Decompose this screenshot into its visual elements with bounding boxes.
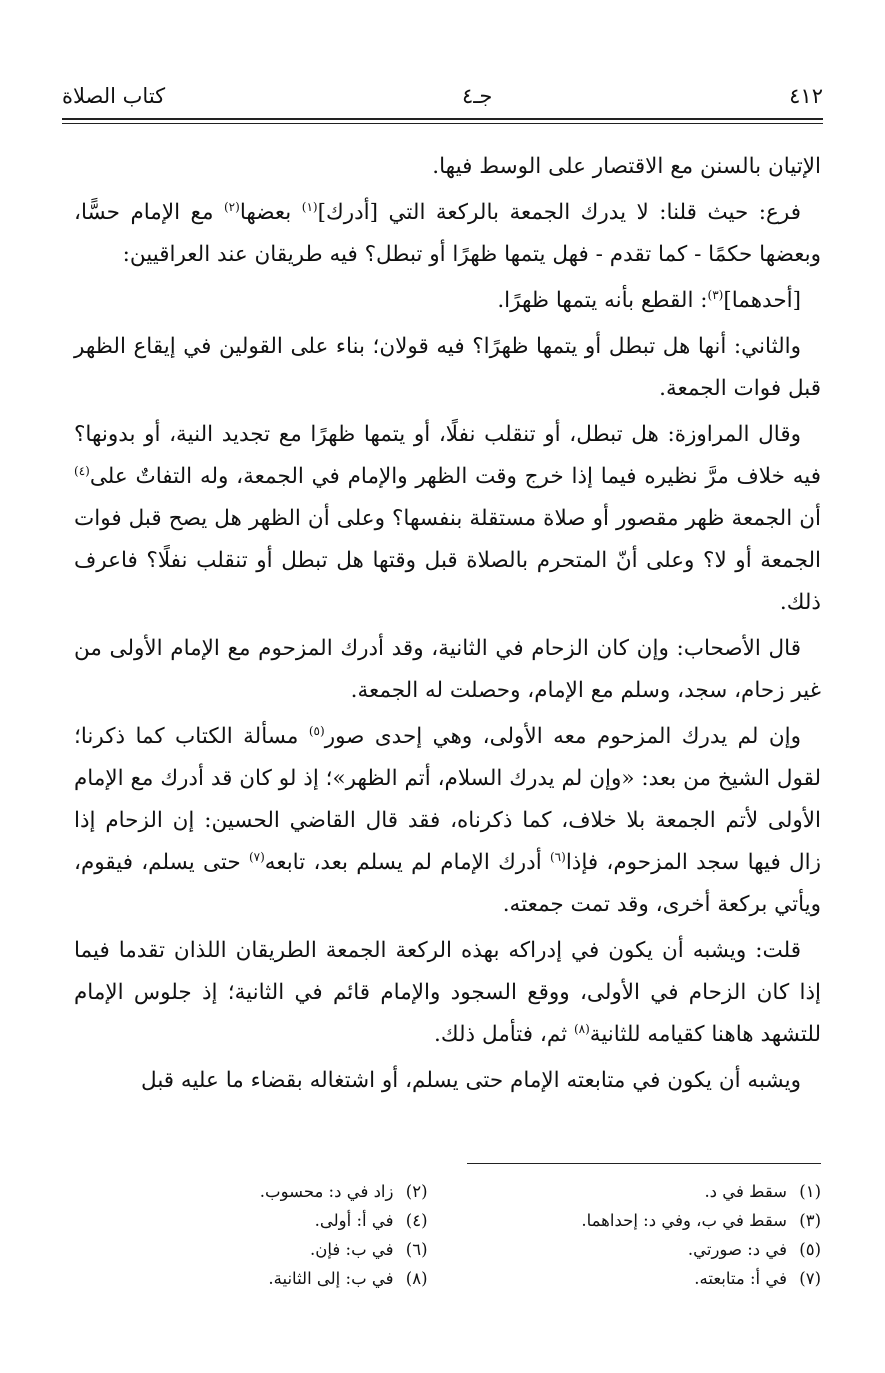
paragraph-5: وقال المراوزة: هل تبطل، أو تنقلب نفلًا، أو يتمها ظهرًا مع تجديد النية، أو بدونها؟ فيه خلاف مرَّ نظيره فيما إذا خرج وقت الظهر والإمام في الجمعة، وله التفاتٌ على$^{(٤)}$ أن الجمعة ظهر مقصور أو صلاة مستقلة بنفسها؟ وعلى أن الظهر هل يصح قبل فوات الجمعة أو لا؟ وعلى أنّ المتحرم بالصلاة قبل وقتها هل تبطل أو تنقلب نفلًا؟ فاعرف ذلك. [74,422,821,615]
volume-label: جـ٤ [461,84,493,108]
page-number: ٤١٢ [789,84,823,108]
paragraph-7: وإن لم يدرك المزحوم معه الأولى، وهي إحدى صور$^{(٥)}$ مسألة الكتاب كما ذكرنا؛ لقول الشيخ من بعد: «وإن لم يدرك السلام، أتم الظهر»؛ إذ لو كان قد أدرك مع الإمام الأولى لأتم الجمعة بلا خلاف، كما ذكرناه، فقد قال القاضي الحسين: إن الزحام إذا زال فيها سجد المزحوم، فإذا$^{(٦)}$ أدرك الإمام لم يسلم بعد، تابعه$^{(٧)}$ حتى يسلم، فيقوم، ويأتي بركعة أخرى، وقد تمت جمعته. [74,723,822,917]
footnote-4: (٤)في أ: أولى. [314,1211,428,1230]
footnote-ref-8[interactable]: (٨) [573,1021,590,1036]
paragraph-3: [أحدهما]$^{(٣)}$: القطع بأنه يتمها ظهرًا. [497,287,801,313]
footnote-ref-5[interactable]: (٥) [308,723,325,738]
header-rule-thick [62,118,823,120]
paragraph-2: فرع: حيث قلنا: لا يدرك الجمعة بالركعة التي [أدرك]$^{(١)}$ بعضها$^{(٢)}$ مع الإمام حسًّا، وبعضها حكمًا - كما تقدم - فهل يتمها ظهرًا أو تبطل؟ فيه طريقان عند العراقيين: [74,199,821,267]
footnote-ref-1[interactable]: (١) [301,199,318,214]
footnote-5: (٥)في د: صورتي. [687,1240,821,1259]
footnote-2: (٢)زاد في د: محسوب. [259,1182,428,1201]
page-header [62,78,823,114]
footnote-3: (٣)سقط في ب، وفي د: إحداهما. [581,1211,821,1230]
footnote-ref-6[interactable]: (٦) [549,849,566,864]
footnote-ref-4[interactable]: (٤) [74,463,90,478]
paragraph-8: قلت: ويشبه أن يكون في إدراكه بهذه الركعة الجمعة الطريقان اللذان تقدما فيما إذا كان الزحام في الأولى، ووقع السجود والإمام قائم في الثانية؛ إذ جلوس الإمام للتشهد هاهنا كقيامه للثانية$^{(٨)}$ ثم، فتأمل ذلك. [74,938,821,1047]
footnote-ref-3[interactable]: (٣) [707,287,724,302]
paragraph-1: الإتيان بالسنن مع الاقتصار على الوسط فيها. [432,154,821,179]
paragraph-9: ويشبه أن يكون في متابعته الإمام حتى يسلم، أو اشتغاله بقضاء ما عليه قبل [141,1068,801,1093]
footnote-8: (٨)في ب: إلى الثانية. [268,1269,428,1288]
paragraph-4: والثاني: أنها هل تبطل أو يتمها ظهرًا؟ فيه قولان؛ بناء على القولين في إيقاع الظهر قبل فوات الجمعة. [74,334,821,401]
footnote-separator [467,1163,821,1164]
footnote-6: (٦)في ب: فإن. [310,1240,428,1259]
footnotes [74,1177,821,1293]
footnote-ref-2[interactable]: (٢) [223,199,240,214]
main-text [74,146,821,1106]
header-rule-thin [62,123,823,124]
footnote-ref-7[interactable]: (٧) [248,849,265,864]
paragraph-6: قال الأصحاب: وإن كان الزحام في الثانية، وقد أدرك المزحوم مع الإمام الأولى من غير زحام، سجد، وسلم مع الإمام، وحصلت له الجمعة. [74,636,821,703]
footnote-1: (١)سقط في د. [704,1182,821,1201]
chapter-title: كتاب الصلاة [62,84,166,108]
footnote-7: (٧)في أ: متابعته. [694,1269,821,1288]
